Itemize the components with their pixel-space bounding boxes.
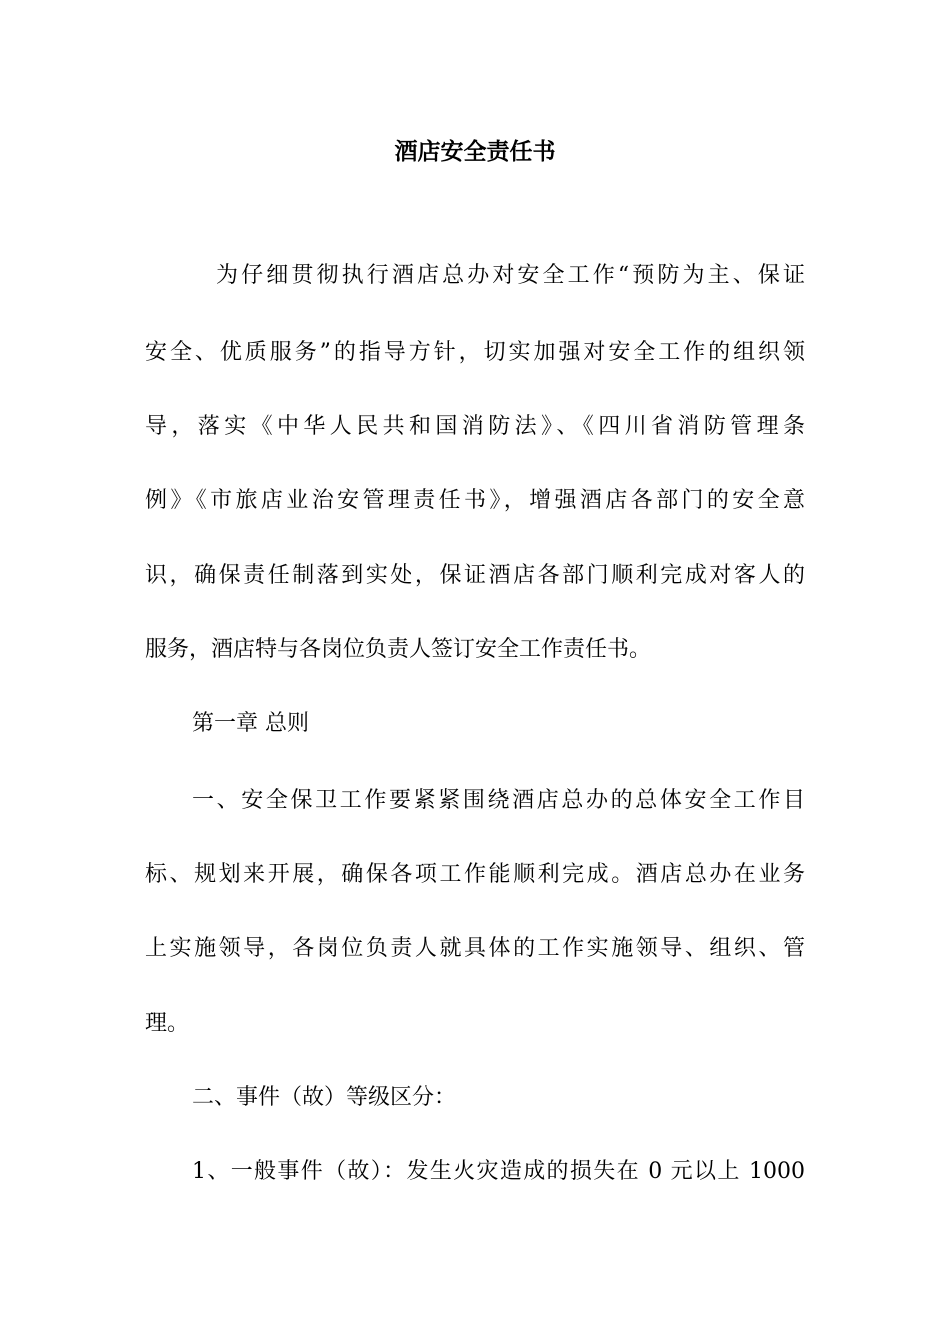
paragraph-line: 为仔细贯彻执行酒店总办对安全工作“预防为主、保证 [216,263,805,288]
paragraph-line: 例》《市旅店业治安管理责任书》，增强酒店各部门的安全意 [145,488,805,513]
document-title: 酒店安全责任书 [394,138,556,165]
section-heading: 二、事件（故）等级区分： [192,1085,457,1110]
paragraph-line: 1、一般事件（故）：发生火灾造成的损失在 0 元以上 1000 [192,1159,805,1184]
paragraph-line: 识，确保责任制落到实处，保证酒店各部门顺利完成对客人的 [145,563,805,588]
paragraph-line: 导，落实《中华人民共和国消防法》、《四川省消防管理条 [145,414,805,439]
paragraph-line: 服务，酒店特与各岗位负责人签订安全工作责任书。 [145,637,652,662]
paragraph-line: 标、规划来开展，确保各项工作能顺利完成。酒店总办在业务 [145,862,805,887]
chapter-heading: 第一章 总则 [192,711,309,736]
paragraph-line: 安全、优质服务”的指导方针，切实加强对安全工作的组织领 [145,340,805,365]
paragraph-line: 上实施领导，各岗位负责人就具体的工作实施领导、组织、管 [145,936,805,961]
paragraph-line: 一、安全保卫工作要紧紧围绕酒店总办的总体安全工作目 [192,788,805,813]
paragraph-line: 理。 [145,1011,190,1036]
